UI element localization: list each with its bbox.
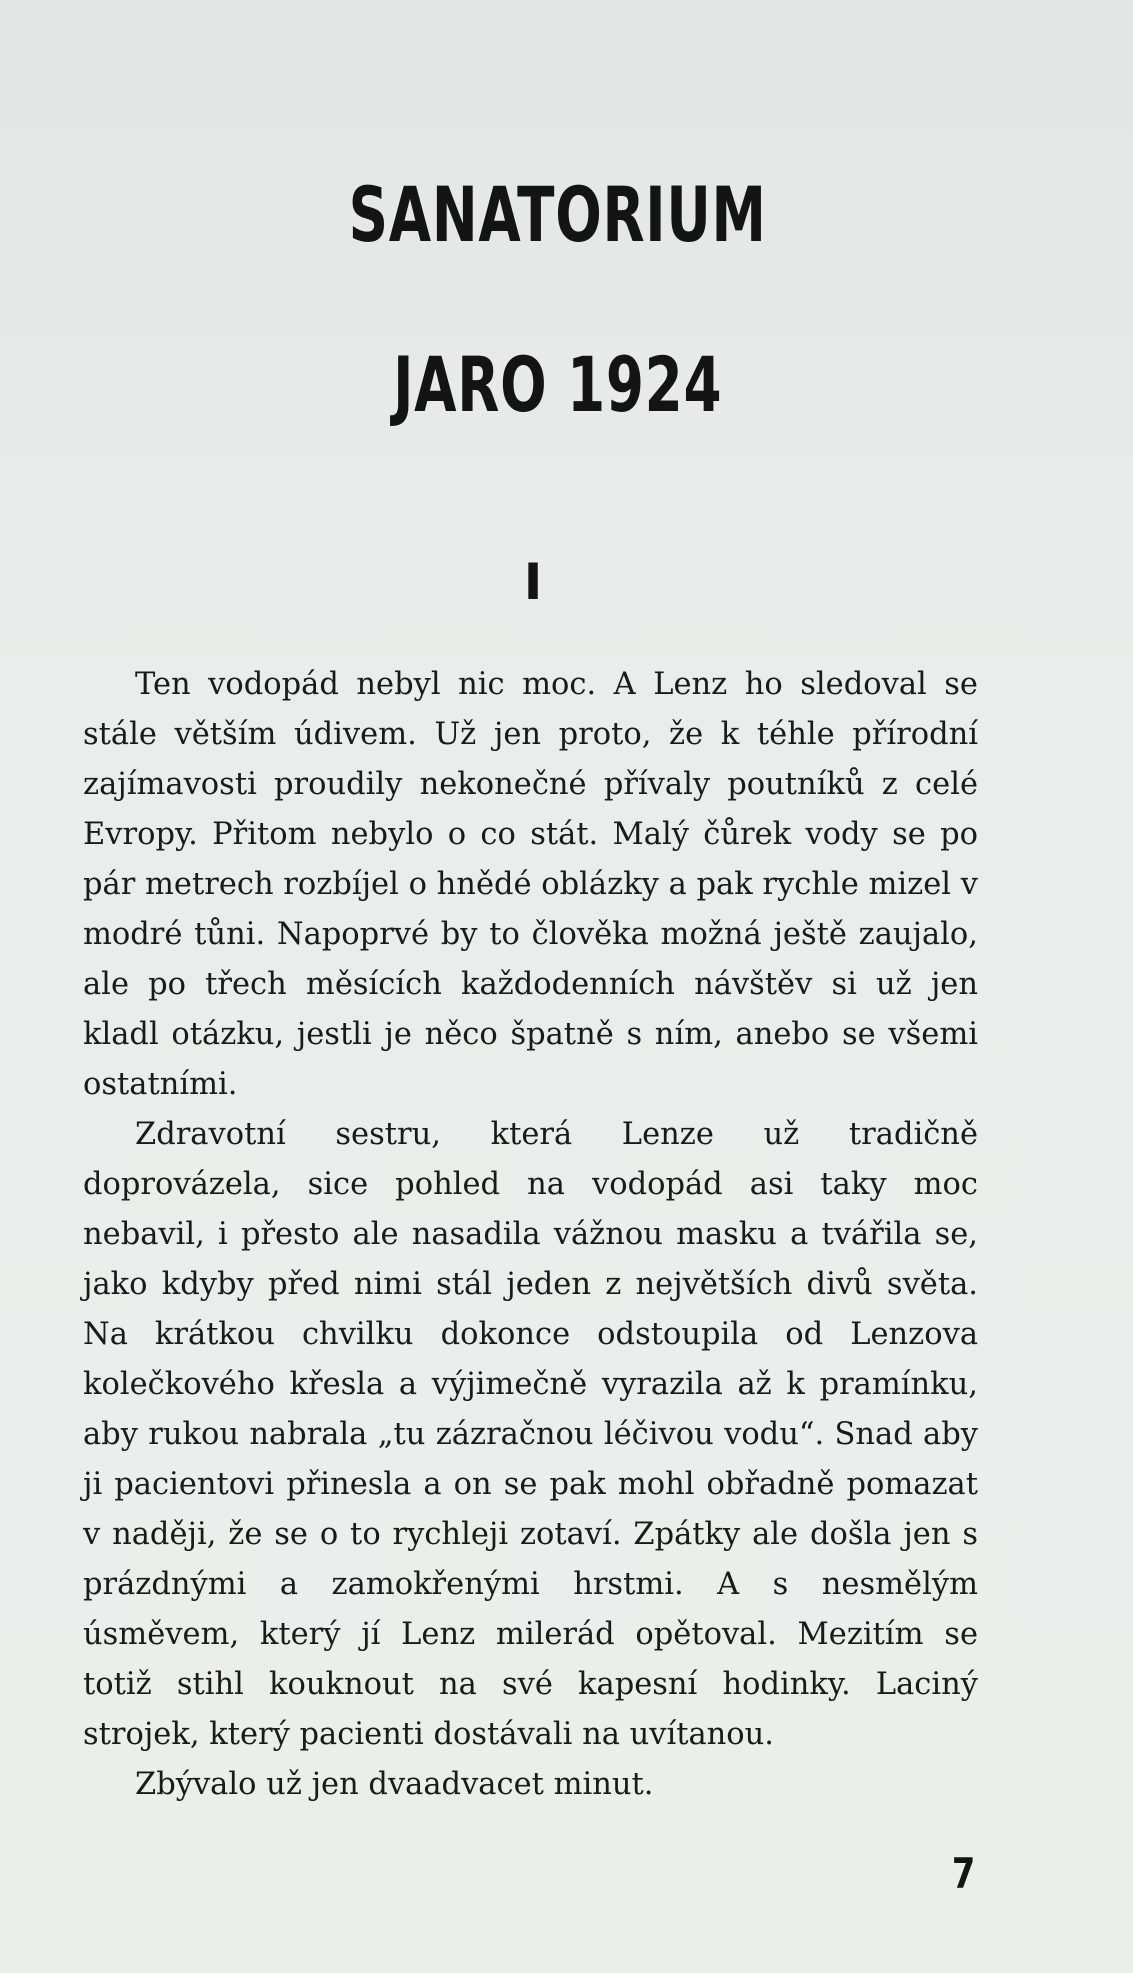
page-number: 7 <box>951 1849 976 1898</box>
chapter-subtitle: JARO 1924 <box>393 340 723 429</box>
chapter-title: SANATORIUM <box>348 170 767 259</box>
paragraph-2: Zdravotní sestru, která Lenze už tradičně doprovázela, sice pohled na vodopád asi taky moc nebavil, i přesto ale nasadila vážnou masku a tvářila se, jako kdyby před nimi stál jeden z největších divů světa. Na krátkou chvilku dokonce odstoupila od Lenzova kolečkového křesla a výjimečně vyrazila až k pramínku, aby rukou nabrala „tu zázračnou léčivou vodu“. Snad aby ji pacientovi přinesla a on se pak mohl obřadně pomazat v naději, že se o to rychleji zotaví. Zpátky ale došla jen s prázdnými a zamokřenými hrstmi. A s nesmělým úsměvem, který jí Lenz milerád opětoval. Mezitím se totiž stihl kouknout na své kapesní hodinky. Laciný strojek, který pacienti dostávali na uvítanou. <box>83 1117 978 1752</box>
section-number: I <box>523 553 543 611</box>
body-text <box>83 660 978 1810</box>
paragraph-3: Zbývalo už jen dvaadvacet minut. <box>135 1767 654 1802</box>
paragraph-1: Ten vodopád nebyl nic moc. A Lenz ho sledoval se stále větším údivem. Už jen proto, že k téhle přírodní zajímavosti proudily nekonečné přívaly poutníků z celé Evropy. Přitom nebylo o co stát. Malý čůrek vody se po pár metrech rozbíjel o hnědé oblázky a pak rychle mizel v modré tůni. Napoprvé by to člověka možná ještě zaujalo, ale po třech měsících každodenních návštěv si už jen kladl otázku, jestli je něco špatně s ním, anebo se všemi ostatními. <box>83 667 978 1102</box>
